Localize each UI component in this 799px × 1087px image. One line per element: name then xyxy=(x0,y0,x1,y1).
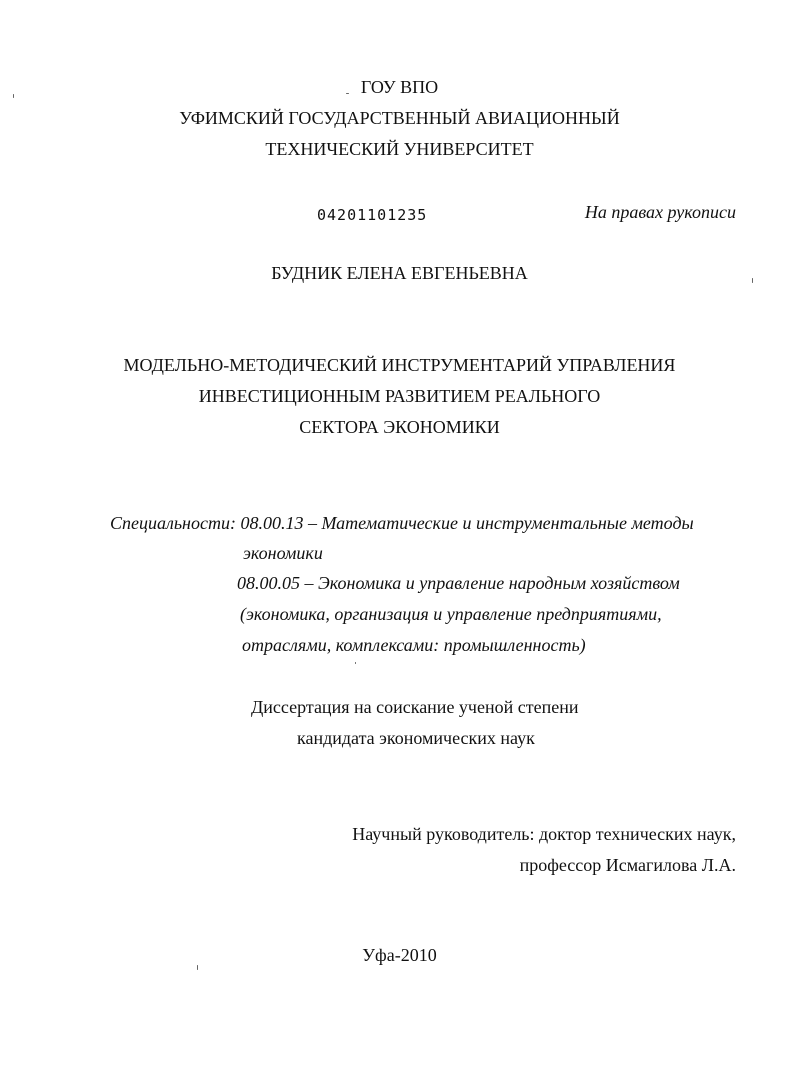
scan-speck xyxy=(752,278,753,283)
supervisor-line2: профессор Исмагилова Л.А. xyxy=(519,855,736,875)
place-year: Уфа-2010 xyxy=(362,945,437,965)
scan-speck xyxy=(13,94,14,98)
university-name-line1: УФИМСКИЙ ГОСУДАРСТВЕННЫЙ АВИАЦИОННЫЙ xyxy=(179,108,620,128)
scan-speck xyxy=(197,965,198,970)
scan-speck xyxy=(346,93,349,94)
title-line3: СЕКТОРА ЭКОНОМИКИ xyxy=(299,417,500,437)
org-line: ГОУ ВПО xyxy=(360,77,439,97)
author-name: БУДНИК ЕЛЕНА ЕВГЕНЬЕВНА xyxy=(271,263,528,283)
specialties-line3: 08.00.05 – Экономика и управление народным хозяйством xyxy=(237,573,680,593)
manuscript-note: На правах рукописи xyxy=(584,202,736,222)
specialties-line4: (экономика, организация и управление предприятиями, xyxy=(240,604,662,624)
title-line1: МОДЕЛЬНО-МЕТОДИЧЕСКИЙ ИНСТРУМЕНТАРИЙ УПРАВЛЕНИЯ xyxy=(123,355,676,375)
university-name-line2: ТЕХНИЧЕСКИЙ УНИВЕРСИТЕТ xyxy=(265,139,534,159)
supervisor-line1: Научный руководитель: доктор технических наук, xyxy=(352,824,736,844)
degree-line1: Диссертация на соискание ученой степени xyxy=(251,697,579,717)
registry-number: 04201101235 xyxy=(317,206,428,224)
title-line2: ИНВЕСТИЦИОННЫМ РАЗВИТИЕМ РЕАЛЬНОГО xyxy=(198,386,601,406)
degree-line2: кандидата экономических наук xyxy=(297,728,535,748)
scan-speck xyxy=(355,662,356,664)
specialties-line2: экономики xyxy=(243,543,323,563)
specialties-line5: отраслями, комплексами: промышленность) xyxy=(242,635,586,655)
specialties-line1: Специальности: 08.00.13 – Математические и инструментальные методы xyxy=(110,513,694,533)
